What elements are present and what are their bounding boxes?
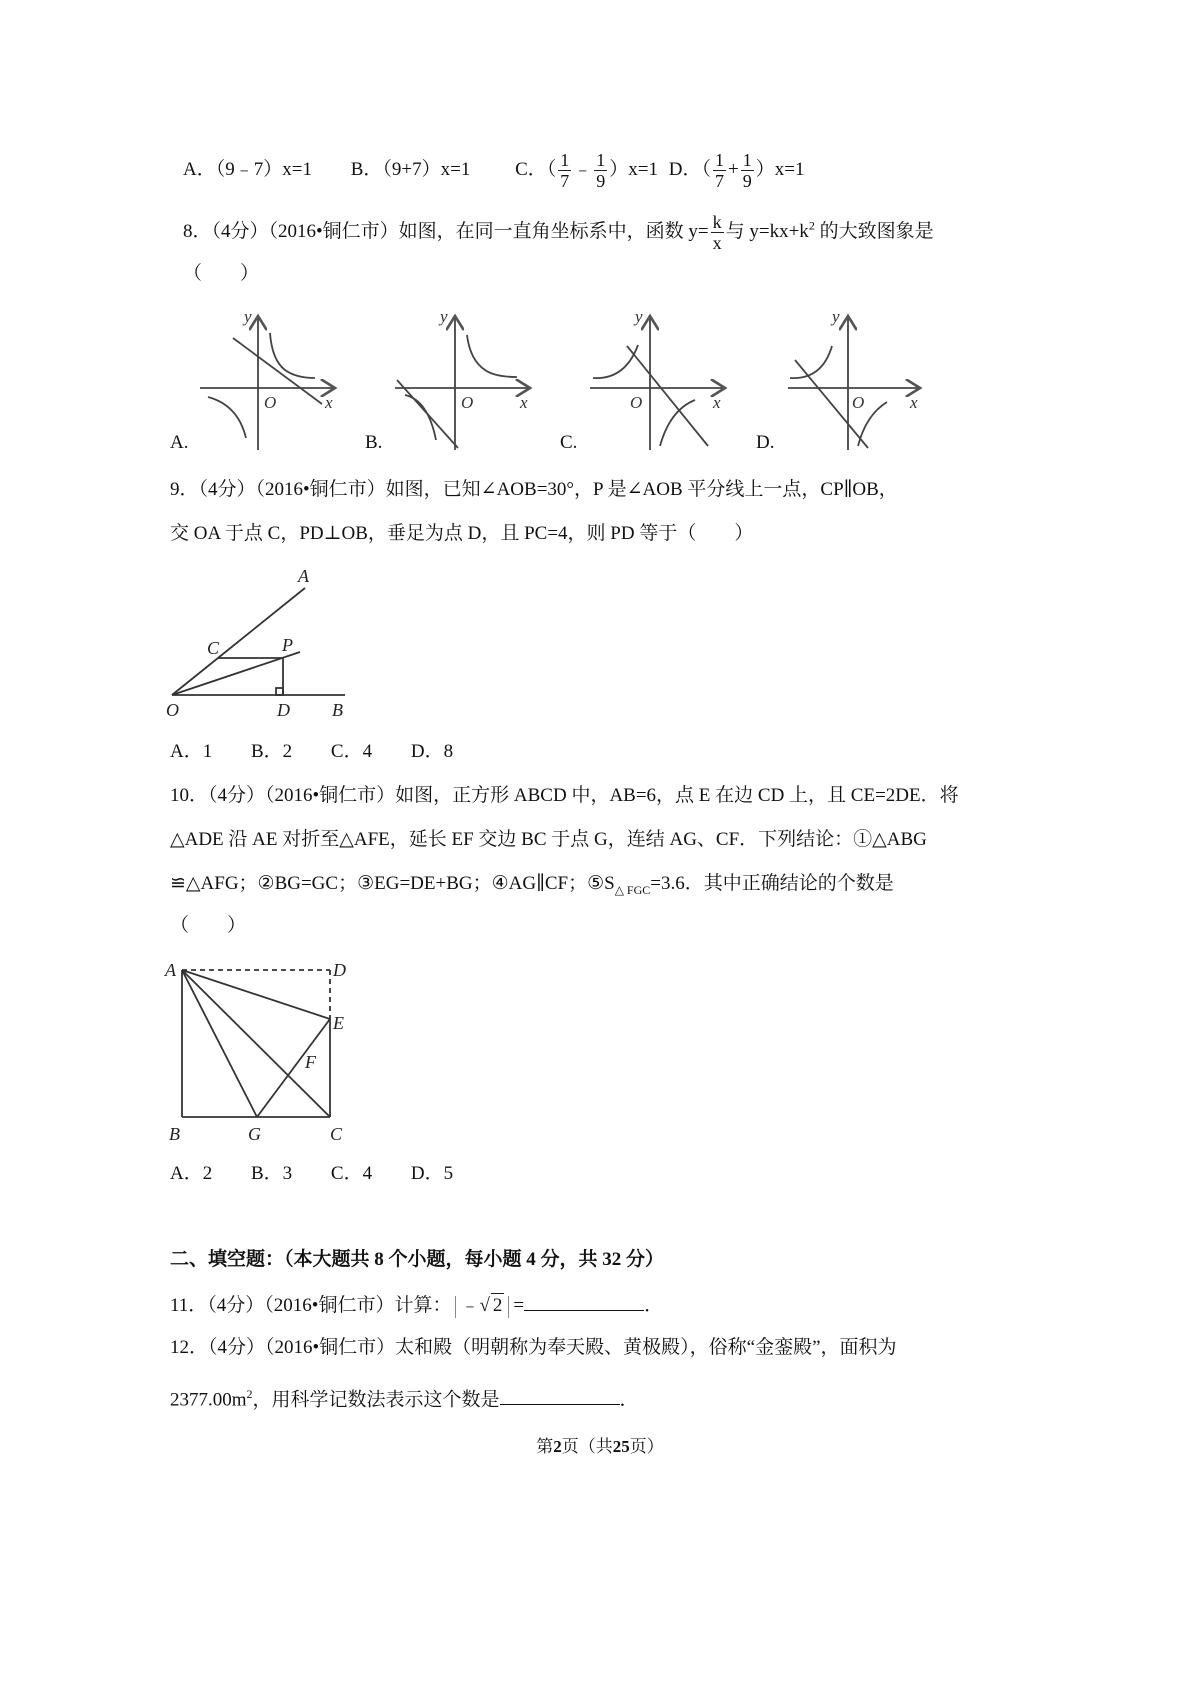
q11-text: 11．（4分）（2016•铜仁市）计算： [170, 1295, 452, 1316]
q10-stem-line2: △ADE 沿 AE 对折至△AFE，延长 EF 交边 BC 于点 G，连结 AG、CF．下列结论：①△ABG [170, 829, 927, 850]
q9-stem-line2: 交 OA 于点 C，PD⊥OB，垂足为点 D，且 PC=4，则 PD 等于（ ） [170, 523, 754, 544]
footer-text: 页） [629, 1437, 664, 1456]
point-d: D [333, 960, 346, 980]
q12-text: 2377.00m [170, 1389, 247, 1411]
option-value: 5 [443, 1163, 454, 1184]
abs-bar-left [455, 1296, 456, 1318]
q9-stem-line1: 9．（4分）（2016•铜仁市）如图，已知∠AOB=30°，P 是∠AOB 平分线上一点，CP∥OB， [170, 479, 898, 500]
q9-option-b [251, 740, 292, 764]
label-y: y [635, 310, 643, 326]
q10-stem-line1: 10．（4分）（2016•铜仁市）如图，正方形 ABCD 中，AB=6，点 E 在边 CD 上，且 CE=2DE．将 [170, 785, 959, 806]
option-label: D． [410, 741, 444, 762]
option-label: A． [170, 1163, 203, 1184]
paren-open: （ [546, 158, 557, 180]
graph-a [200, 316, 335, 450]
q9-option-a [170, 740, 212, 764]
page-footer [0, 1432, 1200, 1457]
q10-answer-paren: （ ） [170, 915, 247, 936]
label-origin: O [264, 393, 277, 412]
option-label: B． [250, 1163, 283, 1184]
page-number: 2 [553, 1437, 562, 1456]
fraction-k-over-x [711, 212, 724, 253]
option-value: 3 [282, 1163, 293, 1184]
point-o: O [166, 700, 179, 720]
q11-stem [170, 1292, 663, 1318]
fraction [594, 150, 607, 191]
point-e: E [333, 1013, 344, 1033]
operator: ﹣ [573, 158, 593, 180]
line-graph [233, 338, 322, 404]
point-c: C [207, 638, 220, 658]
period: ． [644, 1295, 664, 1316]
q9-option-c [331, 740, 372, 764]
q8-graphs [0, 310, 1200, 480]
q10-option-b [251, 1162, 292, 1186]
answer-blank[interactable] [524, 1292, 644, 1311]
graph-c [590, 316, 725, 450]
footer-text: 第 [536, 1437, 554, 1456]
option-label: D． [668, 158, 702, 180]
q7-options [183, 150, 804, 191]
q8-text: 的大致图象是 [819, 220, 934, 242]
q9-options [170, 740, 487, 764]
answer-blank[interactable] [500, 1386, 620, 1405]
q7-option-a [183, 158, 312, 182]
q10-option-c [331, 1162, 372, 1186]
q10-stem-line3 [170, 872, 894, 902]
option-value: 4 [362, 741, 373, 762]
abs-bar-right [508, 1296, 509, 1318]
q9-figure [0, 560, 400, 730]
label-origin: O [630, 393, 643, 412]
operator: + [728, 158, 739, 180]
numerator: 1 [715, 150, 725, 170]
fraction [558, 150, 571, 191]
option-text: ）x=1 [755, 158, 805, 180]
option-value: 2 [282, 741, 293, 762]
option-text: ）x=1 [609, 158, 659, 180]
point-a: A [298, 566, 309, 586]
q10-figure [0, 955, 400, 1145]
label-origin: O [461, 393, 474, 412]
footer-text: 页（共 [561, 1437, 613, 1456]
fraction [713, 150, 726, 191]
option-label: C． [330, 741, 363, 762]
q10-text: =3.6．其中正确结论的个数是 [650, 873, 894, 894]
option-value: 8 [443, 741, 454, 762]
point-b: B [332, 700, 343, 720]
option-text: （9+7）x=1 [382, 158, 471, 180]
option-value: 4 [362, 1163, 373, 1184]
graph-label-b: B. [365, 432, 383, 453]
point-f: F [305, 1052, 316, 1072]
label-x: x [325, 393, 333, 412]
page-total: 25 [612, 1437, 630, 1456]
equals-sign: = [513, 1295, 525, 1316]
option-label: B． [250, 741, 283, 762]
option-value: 1 [202, 741, 213, 762]
numerator: 1 [560, 150, 570, 170]
graph-d [788, 316, 920, 450]
option-text: （9﹣7）x=1 [215, 158, 312, 180]
option-label: C． [330, 1163, 363, 1184]
q12-stem-line1: 12．（4分）（2016•铜仁市）太和殿（明朝称为奉天殿、黄极殿），俗称“金銮殿”，面积为 [170, 1337, 897, 1358]
graph-label-d: D. [756, 432, 775, 453]
q8-stem [183, 212, 934, 253]
numerator: 1 [596, 150, 606, 170]
right-angle-mark [276, 688, 283, 695]
q7-option-c [515, 150, 659, 191]
minus-sign: ﹣ [460, 1295, 480, 1316]
q12-stem-line2 [170, 1382, 639, 1412]
q7-option-b [351, 158, 471, 182]
denominator: 7 [715, 171, 725, 191]
graph-axis-labels [242, 310, 918, 412]
hyperbola-branch-q1 [467, 335, 517, 377]
q8-text: 8．（4分）（2016•铜仁市）如图，在同一直角坐标系中，函数 y= [183, 220, 709, 242]
superscript: 2 [808, 218, 815, 233]
label-origin: O [852, 393, 865, 412]
point-a: A [165, 960, 176, 980]
label-x: x [910, 393, 918, 412]
point-d: D [277, 700, 290, 720]
q10-text: ≌△AFG；②BG=GC；③EG=DE+BG；④AG∥CF；⑤S [170, 873, 615, 894]
superscript: 2 [246, 1387, 253, 1401]
graph-b [395, 316, 530, 450]
label-y: y [832, 310, 840, 326]
denominator: 7 [560, 171, 570, 191]
label-x: x [713, 393, 721, 412]
q10-options [170, 1162, 487, 1186]
graph-label-c: C. [560, 432, 578, 453]
option-label: C． [515, 158, 547, 180]
q7-option-d [668, 150, 805, 191]
hyperbola-branch-q3 [208, 397, 246, 438]
paren-open: （ [701, 158, 712, 180]
q8-answer-paren: （ ） [183, 263, 260, 284]
q10-option-d [411, 1162, 453, 1186]
point-c: C [330, 1124, 343, 1144]
option-label: D． [410, 1163, 444, 1184]
period: ． [619, 1389, 639, 1411]
q8-text: 与 y=kx+k [725, 220, 809, 242]
point-b: B [169, 1124, 180, 1144]
q9-option-d [411, 740, 453, 764]
q10-option-a [170, 1162, 212, 1186]
denominator: 9 [596, 171, 606, 191]
sqrt-symbol: √ [479, 1295, 490, 1316]
radicand: 2 [492, 1295, 503, 1316]
segment-eg [257, 1019, 330, 1117]
denominator: 9 [742, 171, 752, 191]
numerator: k [712, 212, 722, 232]
label-y: y [440, 310, 448, 326]
option-label: A． [183, 158, 216, 180]
q12-text: ，用科学记数法表示这个数是 [252, 1389, 500, 1411]
label-y: y [244, 310, 252, 326]
point-g: G [248, 1124, 261, 1144]
option-label: A． [170, 741, 203, 762]
label-x: x [520, 393, 528, 412]
segment-ac [182, 970, 330, 1117]
denominator: x [712, 233, 722, 253]
fraction [741, 150, 754, 191]
subscript: △ FGC [614, 882, 651, 897]
graph-label-a: A. [170, 432, 189, 453]
numerator: 1 [742, 150, 752, 170]
option-label: B． [350, 158, 383, 180]
option-value: 2 [202, 1163, 213, 1184]
section-heading: 二、填空题：（本大题共 8 个小题，每小题 4 分，共 32 分） [170, 1249, 665, 1270]
point-p: P [282, 635, 293, 655]
